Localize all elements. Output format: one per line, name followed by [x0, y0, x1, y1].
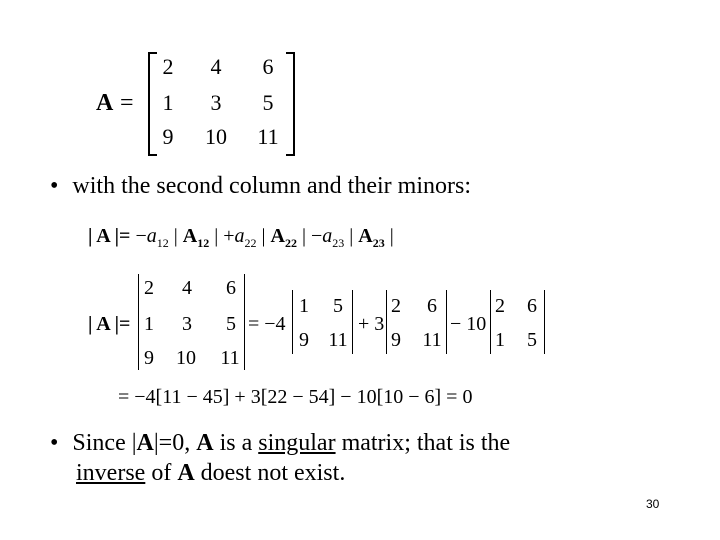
- minor1-cell: 9: [299, 329, 309, 351]
- minor1-cell: 11: [328, 329, 348, 351]
- det-cell: 1: [144, 313, 154, 335]
- det-cell: 11: [220, 347, 240, 369]
- formula-coef: a: [322, 225, 333, 247]
- page-number: 30: [646, 497, 660, 511]
- bold-symbol-a: A: [196, 430, 214, 456]
- det-left-bar: [138, 274, 139, 370]
- matrix-cell: 11: [257, 124, 279, 149]
- bullet-text-part: matrix; that is the: [335, 430, 511, 456]
- matrix-cell: 2: [162, 54, 174, 79]
- minor3-cell: 1: [495, 329, 505, 351]
- bullet-text-part: is a: [213, 430, 259, 456]
- minor2-cell: 6: [427, 295, 437, 317]
- minor2-left-bar: [386, 290, 387, 354]
- formula-sign: −: [310, 225, 323, 247]
- matrix-cell: 6: [262, 54, 274, 79]
- det-lhs: | A |=: [88, 313, 131, 335]
- formula-sign: +: [223, 225, 235, 247]
- bullet-text-part: of: [145, 460, 178, 486]
- cofactor-expansion-formula: | A |= $-a_{12}$ | $A_{12}$ | $+a_{22}$ | $A_{22}$ | $-a_{23}$ | $A_{23}$ |: [88, 225, 394, 250]
- formula-minor: A: [358, 225, 373, 247]
- matrix-cell: 4: [210, 54, 222, 79]
- bullet-point-2: [50, 428, 510, 458]
- matrix-cell: 3: [210, 90, 222, 115]
- matrix-cell: 5: [262, 90, 274, 115]
- underlined-term: inverse: [76, 460, 146, 486]
- bullet-marker: •: [50, 430, 59, 456]
- result-line: = −4[11 − 45] + 3[22 − 54] − 10[10 − 6] = 0: [118, 386, 473, 408]
- det-cell: 6: [226, 277, 236, 299]
- formula-minor: A: [182, 225, 198, 247]
- minor1-right-bar: [352, 290, 353, 354]
- formula-sub: 12: [156, 236, 169, 250]
- underlined-term: singular: [258, 430, 336, 456]
- formula-coef: a: [234, 225, 245, 247]
- matrix-label: A: [96, 90, 114, 116]
- matrix-cell: 10: [205, 124, 227, 149]
- bullet-point-2-continuation: [76, 458, 345, 488]
- bullet-text-part: doest not exist.: [194, 460, 346, 486]
- det-op3: − 10: [450, 313, 487, 335]
- matrix-cell: 9: [162, 124, 174, 149]
- formula-coef: a: [146, 225, 157, 247]
- minor2-cell: 2: [391, 295, 401, 317]
- formula-sign: −: [135, 225, 147, 247]
- bullet-text-part: |=0,: [153, 430, 197, 456]
- matrix-right-bracket: [286, 52, 295, 156]
- det-cell: 2: [144, 277, 154, 299]
- det-cell: 5: [226, 313, 236, 335]
- bullet-text: with the second column and their minors:: [72, 173, 471, 199]
- minor3-left-bar: [490, 290, 491, 354]
- matrix-cell: 1: [162, 90, 174, 115]
- matrix-equals: =: [120, 90, 134, 116]
- bullet-text-part: Since |: [72, 430, 137, 456]
- minor3-right-bar: [544, 290, 545, 354]
- bullet-marker: •: [50, 173, 59, 199]
- formula-minor: A: [270, 225, 285, 247]
- det-cell: 3: [182, 313, 192, 335]
- formula-minor-sub: 23: [372, 236, 385, 250]
- bold-symbol-a: A: [177, 460, 195, 486]
- formula-lhs: | A |=: [88, 225, 131, 247]
- formula-sub: 23: [332, 236, 345, 250]
- minor2-right-bar: [446, 290, 447, 354]
- det-cell: 4: [182, 277, 192, 299]
- minor3-cell: 6: [527, 295, 537, 317]
- bold-symbol-a: A: [136, 430, 154, 456]
- minor1-cell: 1: [299, 295, 309, 317]
- minor2-cell: 11: [422, 329, 442, 351]
- formula-minor-sub: 12: [197, 236, 210, 250]
- minor3-cell: 5: [527, 329, 537, 351]
- det-cell: 10: [176, 347, 196, 369]
- minor1-left-bar: [292, 290, 293, 354]
- minor2-cell: 9: [391, 329, 401, 351]
- bullet-point-1: [50, 171, 471, 201]
- minor3-cell: 2: [495, 295, 505, 317]
- formula-sub: 22: [244, 236, 257, 250]
- det-op2: + 3: [358, 313, 385, 335]
- formula-minor-sub: 22: [284, 236, 297, 250]
- det-cell: 9: [144, 347, 154, 369]
- minor1-cell: 5: [333, 295, 343, 317]
- det-right-bar: [244, 274, 245, 370]
- det-op1: = −4: [248, 313, 286, 335]
